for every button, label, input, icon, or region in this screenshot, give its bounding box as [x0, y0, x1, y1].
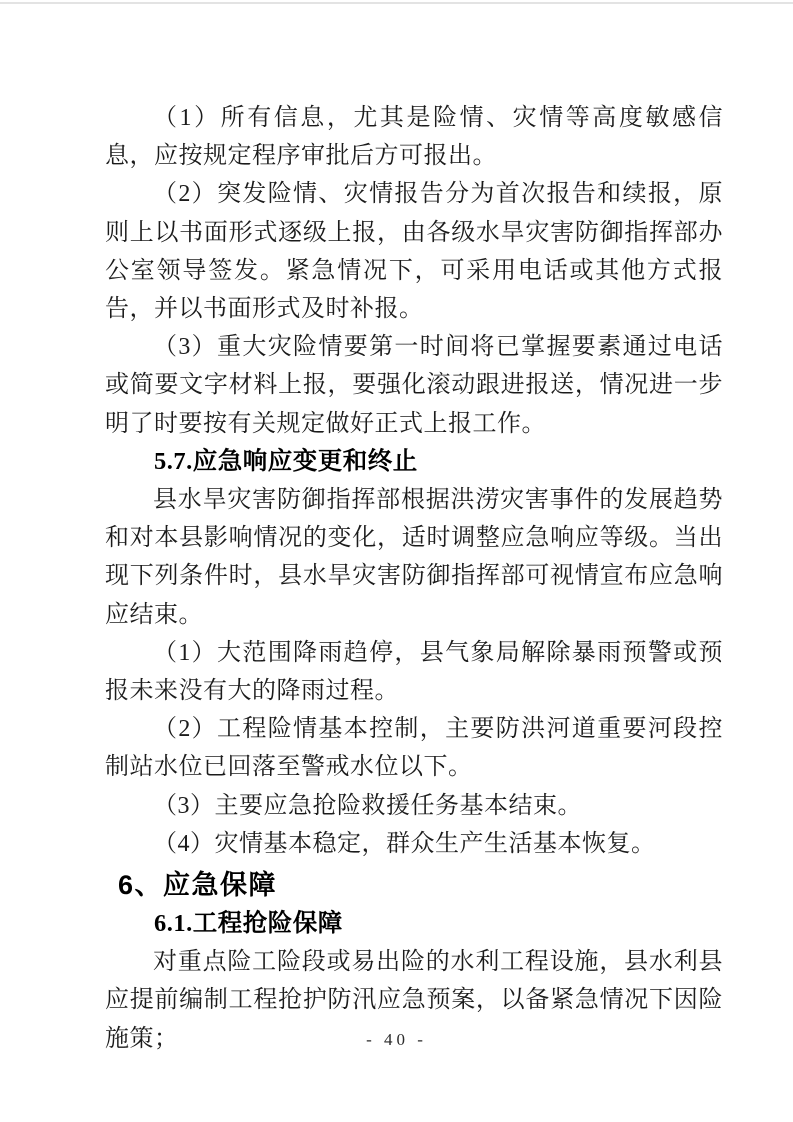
paragraph-termination-condition-4: （4）灾情基本稳定，群众生产生活基本恢复。: [153, 830, 656, 857]
paragraph-termination-condition-2: （2）工程险情基本控制，主要防洪河道重要河段控制站水位已回落至警戒水位以下。: [105, 716, 723, 781]
paragraph-response-level-adjustment: 县水旱灾害防御指挥部根据洪涝灾害事件的发展趋势和对本县影响情况的变化，适时调整应急响应等级。当出现下列条件时，县水旱灾害防御指挥部可视情宣布应急响应结束。: [105, 487, 723, 628]
page-number: - 40 -: [366, 1030, 427, 1049]
paragraph-termination-condition-1: （1）大范围降雨趋停，县气象局解除暴雨预警或预报未来没有大的降雨过程。: [105, 639, 723, 705]
paragraph-engineering-emergency-plan: 对重点险工险段或易出险的水利工程设施，县水利县应提前编制工程抢护防汛应急预案，以备紧急情况下因险施策；: [105, 949, 723, 1052]
paragraph-termination-condition-3: （3）主要应急抢险救援任务基本结束。: [153, 792, 582, 819]
paragraph-major-disaster-reporting: （3）重大灾险情要第一时间将已掌握要素通过电话或简要文字材料上报，要强化滚动跟进报送，情况进一步明了时要按有关规定做好正式上报工作。: [105, 334, 723, 437]
heading-5-7-response-change-termination: 5.7.应急响应变更和终止: [154, 447, 418, 475]
paragraph-info-approval: （1）所有信息，尤其是险情、灾情等高度敏感信息，应按规定程序审批后方可报出。: [105, 105, 723, 170]
scan-artifact-line: [0, 2, 793, 4]
paragraph-report-procedure: （2）突发险情、灾情报告分为首次报告和续报，原则上以书面形式逐级上报，由各级水旱灾害防御指挥部办公室领导签发。紧急情况下，可采用电话或其他方式报告，并以书面形式及时补报。: [105, 181, 723, 323]
heading-6-1-engineering-rescue-support: 6.1.工程抢险保障: [154, 910, 343, 938]
heading-6-emergency-support: 6、应急保障: [118, 870, 278, 901]
document-body: [105, 99, 723, 1058]
